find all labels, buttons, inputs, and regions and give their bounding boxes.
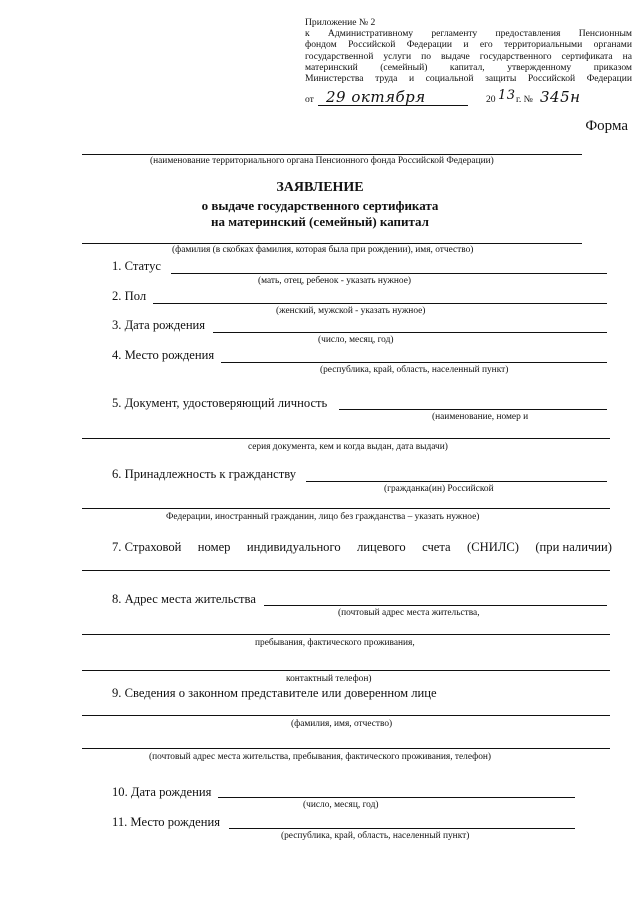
representative-label: 9. Сведения о законном представителе или доверенном лице <box>112 686 437 700</box>
document-title: ЗАЯВЛЕНИЕ <box>276 180 364 195</box>
appendix-text-line: к Административному регламенту предоставления Пенсионным <box>305 28 632 40</box>
contact-phone-caption: контактный телефон) <box>286 674 372 684</box>
residence-address-label: 8. Адрес места жительства <box>112 592 256 606</box>
representative-name-field-line <box>82 715 610 716</box>
rep-birth-date-caption: (число, месяц, год) <box>303 800 379 810</box>
appendix-text-line: материнский (семейный) капитал, утвержденному приказом <box>305 61 632 73</box>
rep-birth-date-label: 10. Дата рождения <box>112 785 212 799</box>
snils-label-word: (СНИЛС) <box>467 540 519 554</box>
appendix-block <box>305 17 632 84</box>
snils-label-word: счета <box>422 540 451 554</box>
appendix-number: Приложение № 2 <box>305 17 376 28</box>
gender-caption: (женский, мужской - указать нужное) <box>276 306 426 316</box>
birth-date-field-line <box>213 332 607 333</box>
snils-label-word: номер <box>197 540 231 554</box>
rep-birth-place-caption: (республика, край, область, населенный пункт) <box>281 831 470 841</box>
status-label: 1. Статус <box>112 259 161 273</box>
rep-birth-date-field-line <box>218 797 575 798</box>
residence-address-field-line-3 <box>82 670 610 671</box>
organ-field-line <box>82 154 582 155</box>
id-document-field-line <box>339 409 607 410</box>
form-label: Форма <box>585 118 628 134</box>
id-document-field-line-2 <box>82 438 610 439</box>
order-year-handwritten: 13 <box>498 88 516 103</box>
snils-label-word: 7. Страховой <box>112 540 182 554</box>
residence-address-field-line <box>264 605 607 606</box>
citizenship-label: 6. Принадлежность к гражданству <box>112 467 297 481</box>
gender-field-line <box>153 303 607 304</box>
birth-place-field-line <box>221 362 607 363</box>
organ-caption: (наименование территориального органа Пенсионного фонда Российской Федерации) <box>150 156 494 166</box>
order-year-prefix: 20 <box>486 94 496 105</box>
status-field-line <box>171 273 607 274</box>
status-caption: (мать, отец, ребенок - указать нужное) <box>258 276 411 286</box>
order-number-handwritten: 345н <box>540 88 581 106</box>
snils-label-word: лицевого <box>357 540 406 554</box>
appendix-text-line: фондом Российской Федерации и его территориальными органами <box>305 39 632 51</box>
birth-date-label: 3. Дата рождения <box>112 318 206 332</box>
representative-name-caption: (фамилия, имя, отчество) <box>291 719 393 729</box>
id-document-caption-2: серия документа, кем и когда выдан, дата выдачи) <box>248 442 448 452</box>
order-date-underline <box>318 105 468 106</box>
document-subtitle: на материнский (семейный) капитал <box>211 214 429 229</box>
appendix-text-line: государственной услуги по выдаче государственного сертификата на <box>305 50 632 62</box>
citizenship-field-line <box>306 481 607 482</box>
appendix-text-line: Министерства труда и социальной защиты Российской Федерации <box>305 73 632 85</box>
id-document-caption: (наименование, номер и <box>432 412 529 422</box>
order-date-prefix: от <box>305 94 314 105</box>
snils-field-line <box>82 570 610 571</box>
citizenship-caption: (гражданка(ин) Российской <box>384 484 494 494</box>
citizenship-field-line-2 <box>82 508 610 509</box>
order-number-prefix: г. № <box>516 94 533 105</box>
residence-address-caption-2: пребывания, фактического проживания, <box>255 638 415 648</box>
fio-field-line <box>82 243 582 244</box>
rep-birth-place-label: 11. Место рождения <box>112 815 220 829</box>
birth-date-caption: (число, месяц, год) <box>318 335 394 345</box>
document-subtitle: о выдаче государственного сертификата <box>201 198 439 213</box>
snils-label-word: (при наличии) <box>535 540 612 554</box>
residence-address-caption: (почтовый адрес места жительства, <box>338 608 480 618</box>
gender-label: 2. Пол <box>112 289 147 303</box>
fio-caption: (фамилия (в скобках фамилия, которая была при рождении), имя, отчество) <box>172 245 474 255</box>
representative-address-field-line <box>82 748 610 749</box>
birth-place-caption: (республика, край, область, населенный пункт) <box>320 365 509 375</box>
snils-label <box>112 540 612 555</box>
residence-address-field-line-2 <box>82 634 610 635</box>
snils-label-word: индивидуального <box>246 540 341 554</box>
order-date-handwritten: 29 октября <box>326 88 426 106</box>
rep-birth-place-field-line <box>229 828 575 829</box>
id-document-label: 5. Документ, удостоверяющий личность <box>112 396 328 410</box>
citizenship-caption-2: Федерации, иностранный гражданин, лицо без гражданства – указать нужное) <box>166 512 480 522</box>
representative-address-caption: (почтовый адрес места жительства, пребывания, фактического проживания, телефон) <box>149 752 492 762</box>
birth-place-label: 4. Место рождения <box>112 348 215 362</box>
